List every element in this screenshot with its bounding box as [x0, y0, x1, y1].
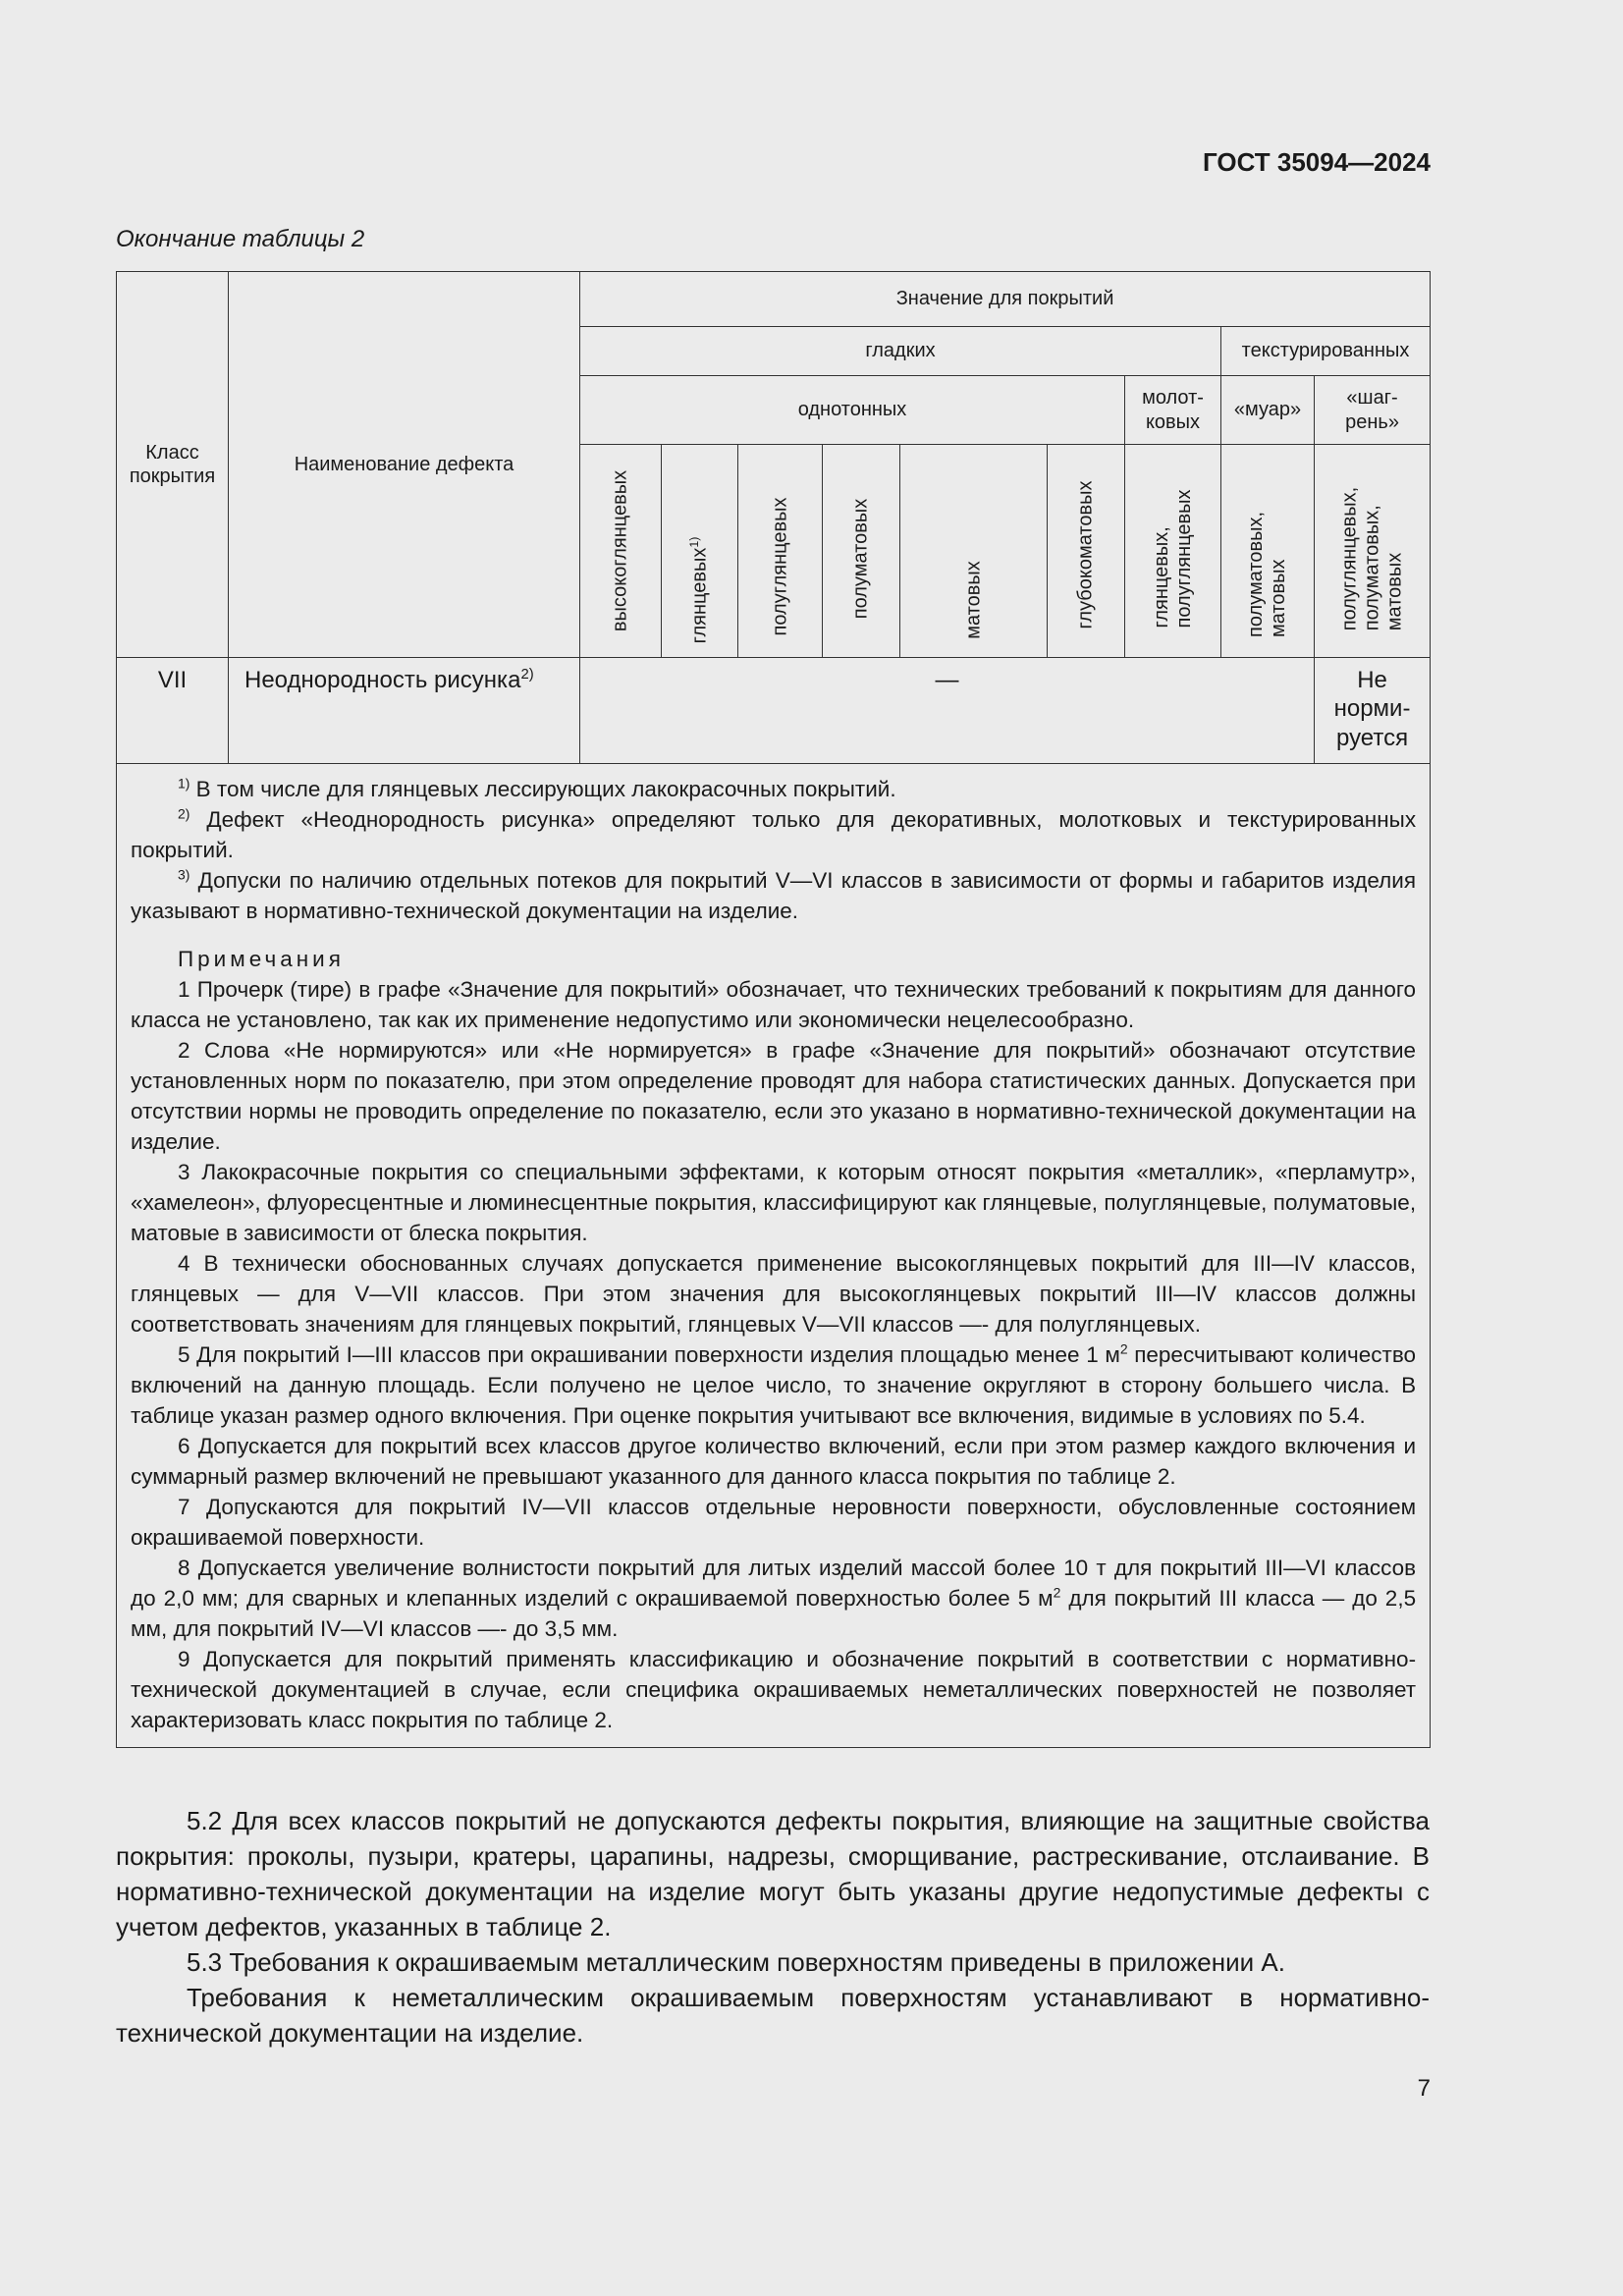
page-number: 7 — [1417, 2075, 1431, 2102]
note-6: 6 Допускается для покрытий всех классов другое количество включений, если при этом размер каждого включения и суммарный размер включений не превышают указанного для данного класса покрытия по таблице 2. — [131, 1434, 1417, 1489]
subheader-semigloss: полуглянцевых — [738, 445, 823, 658]
header-monochrome: однотонных — [580, 376, 1125, 445]
paragraph-5-3: 5.3 Требования к окрашиваемым металлическим поверхностям приведены в приложении А. — [187, 1947, 1285, 1977]
header-hammer: молот- ковых — [1125, 376, 1221, 445]
subheader-hammer-values: глянцевых, полуглянцевых — [1125, 445, 1221, 658]
header-shagreen: «шаг- рень» — [1315, 376, 1431, 445]
subheader-moire-values: полуматовых, матовых — [1221, 445, 1315, 658]
header-class: Класс покрытия — [117, 272, 229, 658]
row-class: VII — [117, 658, 229, 764]
paragraph-5-2: 5.2 Для всех классов покрытий не допускаются дефекты покрытия, влияющие на защитные свойства покрытия: проколы, пузыри, кратеры, царапины, надрезы, сморщивание, растрескивание, отслаивание. В нормативно-технической документации на изделие могут быть указаны другие недопустимые дефекты с учетом дефектов, указанных в таблице 2. — [116, 1806, 1430, 1941]
subheader-matte: матовых — [900, 445, 1048, 658]
row-not-normed: Не норми- руется — [1315, 658, 1431, 764]
footnotes-and-notes — [117, 764, 1431, 1748]
header-textured: текстурированных — [1221, 327, 1431, 376]
subheader-shagreen-values: полуглянцевых, полуматовых, матовых — [1315, 445, 1431, 658]
subheader-semimatte: полуматовых — [823, 445, 900, 658]
row-defect-name: Неоднородность рисунка$^{2)}$ — [229, 658, 580, 764]
note-8: 8 Допускается увеличение волнистости покрытий для литых изделий массой более 10 т для покрытий III—VI классов до 2,0 мм; для сварных и клепанных изделий с окрашиваемой поверхностью более 5 $м^2$ для покрытий III класса — до 2,5 мм, для покрытий IV—VI классов —- до 3,5 мм. — [131, 1556, 1417, 1641]
header-defect-name: Наименование дефекта — [229, 272, 580, 658]
body-text — [116, 1803, 1430, 2050]
note-4: 4 В технически обоснованных случаях допускается применение высокоглянцевых покрытий для III—IV классов, глянцевых — для V—VII классов. При этом значения для высокоглянцевых покрытий III—IV классов должны соответствовать значениям для глянцевых покрытий, глянцевых V—VII классов —- для полуглянцевых. — [131, 1251, 1417, 1337]
notes-title: Примечания — [178, 947, 345, 971]
footnote-3: $^{3)}$ Допуски по наличию отдельных потеков для покрытий V—VI классов в зависимости от формы и габаритов изделия указывают в нормативно-технической документации на изделие. — [131, 866, 1417, 923]
footnote-1: $^{1)}$ В том числе для глянцевых лессирующих лакокрасочных покрытий. — [178, 775, 896, 801]
note-9: 9 Допускается для покрытий применять классификацию и обозначение покрытий в соответствии с нормативно-технической документацией в случае, если специфика окрашиваемых неметаллических поверхностей не позволяет характеризовать класс покрытия по таблице 2. — [131, 1647, 1417, 1732]
note-5: 5 Для покрытий I—III классов при окрашивании поверхности изделия площадью менее 1 $м^2$ пересчитывают количество включений на данную площадь. Если получено не целое число, то значение округляют в сторону большего числа. В таблице указан размер одного включения. При оценке покрытия учитывают все включения, видимые в условиях по 5.4. — [131, 1340, 1417, 1428]
subheader-deep-matte: глубокоматовых — [1048, 445, 1125, 658]
paragraph-5-3-continued: Требования к неметаллическим окрашиваемым поверхностям устанавливают в нормативно-технической документации на изделие. — [116, 1983, 1430, 2048]
header-moire: «муар» — [1221, 376, 1315, 445]
note-3: 3 Лакокрасочные покрытия со специальными эффектами, к которым относят покрытия «металлик», «перламутр», «хамелеон», флуоресцентные и люминесцентные покрытия, классифицируют как глянцевые, полуглянцевые, полуматовые, матовые в зависимости от блеска покрытия. — [131, 1160, 1417, 1245]
note-7: 7 Допускаются для покрытий IV—VII классов отдельные неровности поверхности, обусловленные состоянием окрашиваемой поверхности. — [131, 1495, 1417, 1550]
defects-table — [116, 271, 1431, 1748]
subheader-high-gloss: высокоглянцевых — [580, 445, 662, 658]
footnote-2: $^{2)}$ Дефект «Неоднородность рисунка» определяют только для декоративных, молотковых и текстурированных покрытий. — [131, 805, 1417, 862]
note-1: 1 Прочерк (тире) в графе «Значение для покрытий» обозначает, что технических требований к покрытиям для данного класса не установлено, так как их применение недопустимо или экономически нецелесообразно. — [131, 977, 1417, 1032]
subheader-gloss: глянцевых$^{1)}$ — [662, 445, 738, 658]
header-value-group: Значение для покрытий — [580, 272, 1431, 327]
document-code: ГОСТ 35094—2024 — [1203, 147, 1431, 177]
note-2: 2 Слова «Не нормируются» или «Не нормируется» в графе «Значение для покрытий» обозначают отсутствие установленных норм по показателю, при этом определение проводят для набора статистических данных. Допускается при отсутствии нормы не проводить определение по показателю, если это указано в нормативно-технической документации на изделие. — [131, 1038, 1417, 1154]
row-dash: — — [580, 658, 1315, 764]
table-caption: Окончание таблицы 2 — [116, 226, 365, 252]
header-smooth: гладких — [580, 327, 1221, 376]
